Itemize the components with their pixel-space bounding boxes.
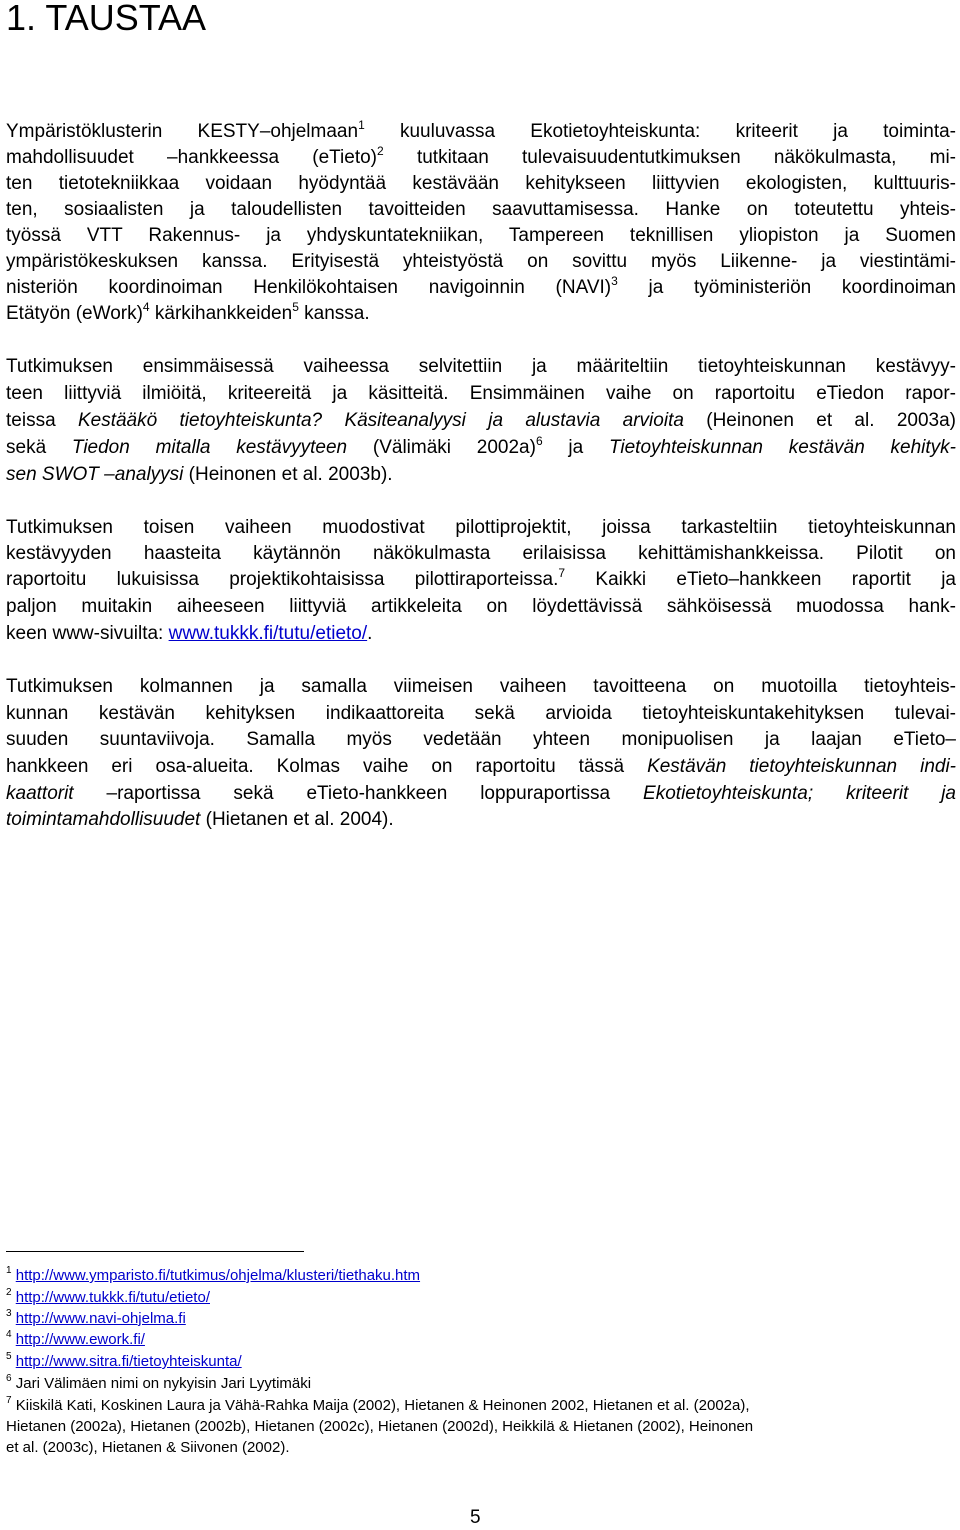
body-text-line: keen www-sivuilta: www.tukkk.fi/tutu/etieto/.: [6, 623, 373, 644]
body-text-line: kunnan kestävän kehityksen indikaattoreita sekä arvioida tietoyhteiskuntakehityksen tulevai-: [6, 703, 956, 724]
body-text-line: sen SWOT –analyysi (Heinonen et al. 2003b).: [6, 464, 393, 485]
body-text-line: sekä Tiedon mitalla kestävyyteen (Välimäki 2002a)$^6$ ja Tietoyhteiskunnan kestävän kehityk-: [6, 433, 957, 458]
report-title: Kestääkö tietoyhteiskunta? Käsiteanalyysi ja alustavia arvioita: [77, 410, 684, 431]
footnote-ref[interactable]: 5: [292, 299, 299, 314]
etieto-website-link[interactable]: www.tukkk.fi/tutu/etieto/: [168, 623, 368, 644]
report-title: Tietoyhteiskunnan kestävän kehityk-: [608, 437, 957, 458]
footnote: $^7$ Kiiskilä Kati, Koskinen Laura ja Vähä-Rahka Maija (2002), Hietanen & Heinonen 2002, Hietanen et al. (2002a),: [6, 1395, 750, 1414]
body-text-line: suuden suuntaviivoja. Samalla myös vedetään yhteen monipuolisen ja laajan eTieto–: [6, 729, 956, 750]
footnote-link[interactable]: http://www.ymparisto.fi/tutkimus/ohjelma/klusteri/tiethaku.htm: [15, 1267, 421, 1284]
body-text-line: Tutkimuksen ensimmäisessä vaiheessa selvitettiin ja määriteltiin tietoyhteiskunnan kestävyy-: [6, 356, 956, 377]
body-text-line: ympäristökeskuksen kanssa. Erityisestä yhteistyöstä on sovittu myös Liikenne- ja viestintämi-: [6, 251, 956, 272]
body-text-line: teen liittyviä ilmiöitä, kriteereitä ja käsitteitä. Ensimmäinen vaihe on raportoitu eTiedon rapor-: [6, 383, 956, 404]
body-text-line: kestävyyden haasteita käytännön näkökulmasta erilaisissa kehittämishankkeissa. Pilotit on: [6, 543, 956, 564]
footnote-ref[interactable]: 3: [611, 273, 618, 288]
footnote-ref[interactable]: 6: [535, 433, 543, 448]
footnote-ref[interactable]: 1: [358, 117, 365, 132]
footnote-separator: [6, 1251, 304, 1252]
footnote: $^2$ http://www.tukkk.fi/tutu/etieto/: [6, 1287, 210, 1306]
body-text-line: kaattorit –raportissa sekä eTieto-hankkeen loppuraportissa Ekotietoyhteiskunta; kriteerit ja: [6, 783, 956, 804]
body-text-line: työssä VTT Rakennus- ja yhdyskuntatekniikan, Tampereen teknillisen yliopiston ja Suomen: [6, 225, 956, 246]
report-title: Ekotietoyhteiskunta; kriteerit ja: [643, 783, 956, 804]
body-text-line: toimintamahdollisuudet (Hietanen et al. 2004).: [6, 809, 394, 830]
body-text-line: Tutkimuksen toisen vaiheen muodostivat pilottiprojektit, joissa tarkasteltiin tietoyhteiskunnan: [6, 517, 956, 538]
report-title: Tiedon mitalla kestävyyteen: [71, 437, 348, 458]
footnote-continuation: et al. (2003c), Hietanen & Siivonen (2002).: [6, 1439, 290, 1456]
body-text-line: teissa Kestääkö tietoyhteiskunta? Käsiteanalyysi ja alustavia arvioita (Heinonen et al. 2003a): [6, 410, 956, 431]
body-text-line: Tutkimuksen kolmannen ja samalla viimeisen vaiheen tavoitteena on muotoilla tietoyhteis-: [6, 676, 956, 697]
body-text-line: ten, sosiaalisten ja taloudellisten tavoitteiden saavuttamisessa. Hanke on toteutettu yhteis-: [6, 199, 956, 220]
footnote: $^4$ http://www.ework.fi/: [6, 1329, 145, 1348]
report-title: toimintamahdollisuudet: [6, 809, 201, 830]
footnote-ref[interactable]: 4: [142, 299, 150, 314]
report-title: Kestävän tietoyhteiskunnan indi-: [647, 756, 956, 777]
body-text-line: ten tietotekniikkaa voidaan hyödyntää kestävään kehitykseen liittyvien ekologisten, kulttuuris-: [6, 173, 956, 194]
report-title: kaattorit: [6, 783, 74, 804]
body-text-line: paljon muitakin aiheeseen liittyviä artikkeleita on löydettävissä sähköisessä muodossa hank-: [6, 596, 956, 617]
footnote-link[interactable]: http://www.sitra.fi/tietoyhteiskunta/: [15, 1353, 242, 1370]
footnote-link[interactable]: http://www.tukkk.fi/tutu/etieto/: [15, 1289, 210, 1306]
body-text-line: mahdollisuudet –hankkeessa (eTieto)$^2$ tutkitaan tulevaisuudentutkimuksen näkökulmasta, mi-: [6, 143, 956, 168]
page-number: 5: [470, 1507, 481, 1528]
body-text-line: hankkeen eri osa-alueita. Kolmas vaihe on raportoitu tässä Kestävän tietoyhteiskunnan indi-: [6, 756, 956, 777]
footnote-link[interactable]: http://www.navi-ohjelma.fi: [15, 1310, 186, 1327]
body-text-line: Ympäristöklusterin KESTY–ohjelmaan$^1$ kuuluvassa Ekotietoyhteiskunta: kriteerit ja toiminta-: [6, 117, 956, 142]
footnote-ref[interactable]: 7: [558, 565, 566, 580]
footnote: $^3$ http://www.navi-ohjelma.fi: [6, 1308, 186, 1327]
footnote-continuation: Hietanen (2002a), Hietanen (2002b), Hietanen (2002c), Hietanen (2002d), Heikkilä & Hietanen (2002), Heinonen: [6, 1418, 754, 1435]
footnote: $^1$ http://www.ymparisto.fi/tutkimus/ohjelma/klusteri/tiethaku.htm: [6, 1265, 421, 1284]
footnote-ref[interactable]: 2: [377, 143, 384, 158]
body-text-line: nisteriön koordinoiman Henkilökohtaisen navigoinnin (NAVI)$^3$ ja työministeriön koordinoiman: [6, 273, 956, 298]
footnote: $^6$ Jari Välimäen nimi on nykyisin Jari Lyytimäki: [6, 1373, 312, 1392]
report-title: sen SWOT –analyysi: [6, 464, 184, 485]
section-heading: 1. TAUSTAA: [6, 0, 207, 38]
body-text-line: Etätyön (eWork)$^4$ kärkihankkeiden$^5$ kanssa.: [6, 299, 370, 324]
body-text-line: raportoitu lukuisissa projektikohtaisissa pilottiraporteissa.$^7$ Kaikki eTieto–hankkeen raportit ja: [6, 565, 956, 590]
footnote-link[interactable]: http://www.ework.fi/: [15, 1331, 145, 1348]
footnote: $^5$ http://www.sitra.fi/tietoyhteiskunta/: [6, 1351, 242, 1370]
